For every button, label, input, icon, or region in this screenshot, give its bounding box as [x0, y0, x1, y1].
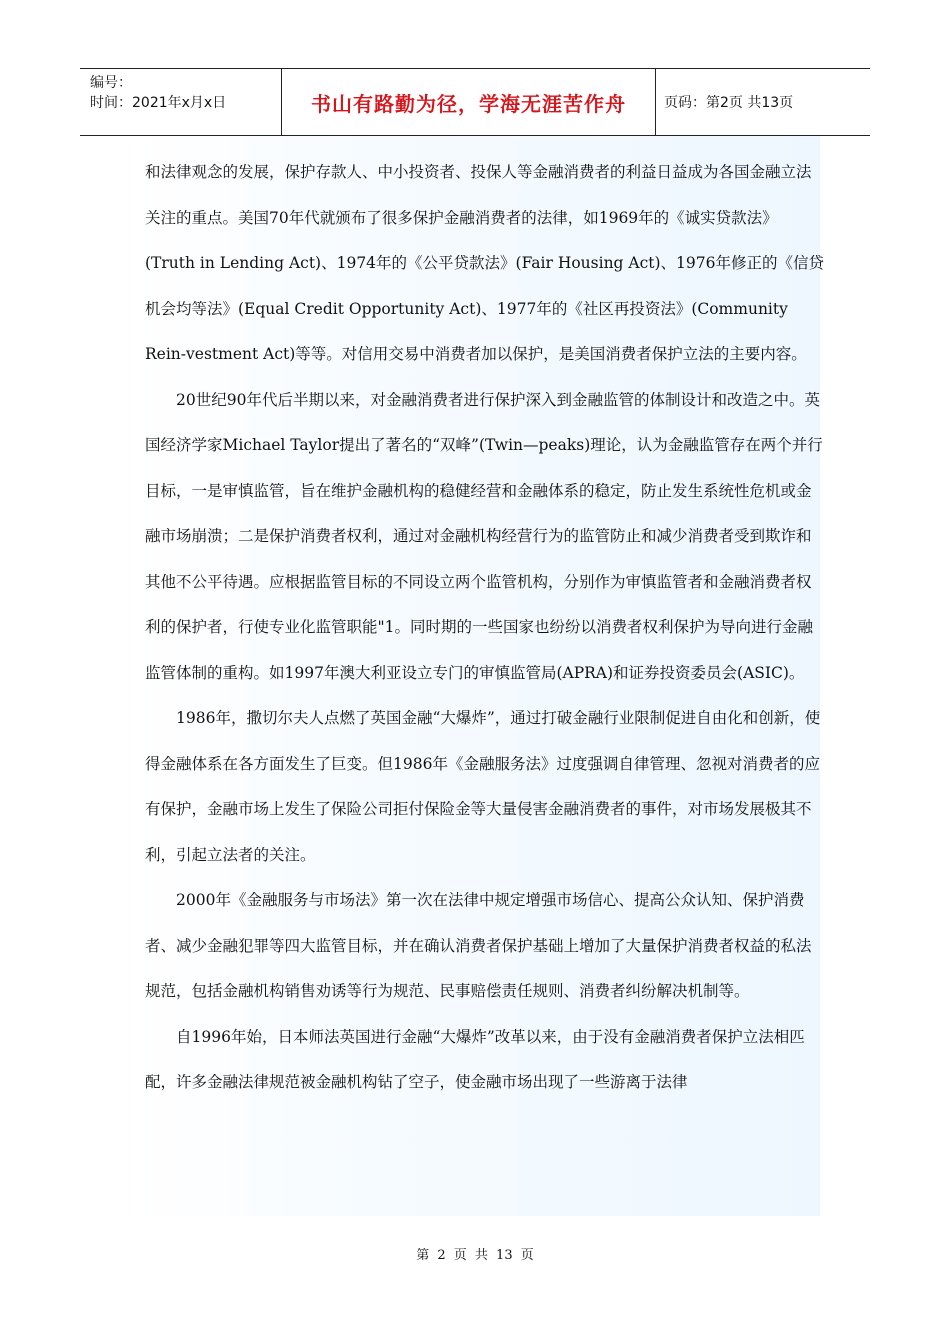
document-body [145, 150, 825, 1106]
footer-page-number: 第 2 页 共 13 页 [416, 1248, 534, 1263]
paragraph-4: 2000年《金融服务与市场法》第一次在法律中规定增强市场信心、提高公众认知、保护消费者、减少金融犯罪等四大监管目标，并在确认消费者保护基础上增加了大量保护消费者权益的私法规范，包括金融机构销售劝诱等行为规范、民事赔偿责任规则、消费者纠纷解决机制等。 [145, 891, 812, 1000]
paragraph-2: 20世纪90年代后半期以来，对金融消费者进行保护深入到金融监管的体制设计和改造之中。英国经济学家Michael Taylor提出了著名的“双峰”(Twin—peaks)理论，认为金融监管存在两个并行目标，一是审慎监管，旨在维护金融机构的稳健经营和金融体系的稳定，防止发生系统性危机或金融市场崩溃；二是保护消费者权利，通过对金融机构经营行为的监管防止和减少消费者受到欺诈和其他不公平待遇。应根据监管目标的不同设立两个监管机构，分别作为审慎监管者和金融消费者权利的保护者，行使专业化监管职能"1。同时期的一些国家也纷纷以消费者权利保护为导向进行金融监管体制的重构。如1997年澳大利亚设立专门的审慎监管局(APRA)和证券投资委员会(ASIC)。 [145, 390, 823, 682]
header-page-number: 页码：第2页 共13页 [664, 95, 794, 111]
paragraph-5: 自1996年始，日本师法英国进行金融“大爆炸”改革以来，由于没有金融消费者保护立法相匹配，许多金融法律规范被金融机构钻了空子，使金融市场出现了一些游离于法律 [145, 1027, 805, 1091]
header-page-cell [656, 69, 870, 135]
header-info-cell [80, 69, 282, 135]
header-motto-cell [282, 69, 656, 135]
document-number-label: 编号： [90, 75, 132, 91]
paragraph-1: 和法律观念的发展，保护存款人、中小投资者、投保人等金融消费者的利益日益成为各国金融立法关注的重点。美国70年代就颁布了很多保护金融消费者的法律，如1969年的《诚实贷款法》(Truth in Lending Act)、1974年的《公平贷款法》(Fair Housing Act)、1976年修正的《信贷机会均等法》(Equal Credit Opportunity Act)、1977年的《社区再投资法》(Community Rein-vestment Act)等等。对信用交易中消费者加以保护，是美国消费者保护立法的主要内容。 [145, 163, 824, 363]
page-footer [0, 1244, 950, 1263]
page-header [80, 68, 870, 136]
paragraph-3: 1986年，撒切尔夫人点燃了英国金融“大爆炸”，通过打破金融行业限制促进自由化和创新，使得金融体系在各方面发生了巨变。但1986年《金融服务法》过度强调自律管理、忽视对消费者的应有保护，金融市场上发生了保险公司拒付保险金等大量侵害金融消费者的事件，对市场发展极其不利，引起立法者的关注。 [145, 709, 821, 864]
header-motto: 书山有路勤为径，学海无涯苦作舟 [311, 91, 626, 116]
document-date-label: 时间：2021年x月x日 [90, 95, 227, 111]
